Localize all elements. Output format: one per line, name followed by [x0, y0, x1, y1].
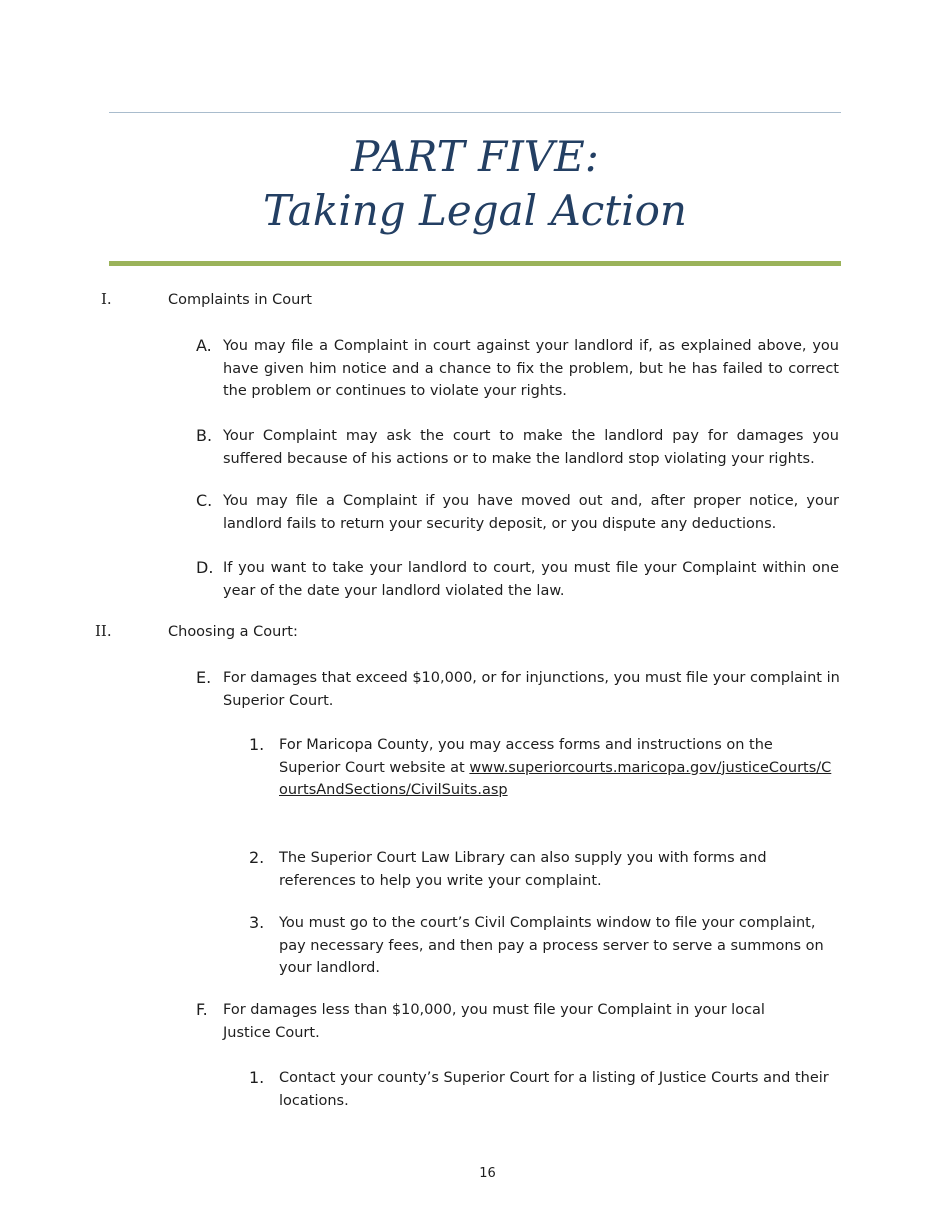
item-letter: E. — [196, 668, 212, 687]
page-number: 16 — [479, 1166, 496, 1181]
section-numeral: I. — [101, 290, 112, 308]
section-numeral: II. — [95, 622, 112, 640]
list-item: You may file a Complaint if you have moved out and, after proper notice, your landlord fails to return your security deposit, or you dispute any deductions. — [223, 493, 839, 532]
sub-list-item: Contact your county’s Superior Court for a listing of Justice Courts and their locations. — [279, 1070, 829, 1109]
section-title: Choosing a Court: — [168, 624, 298, 640]
subitem-text: For Maricopa County, you may access forms and instructions on the Superior Court website at — [279, 737, 773, 776]
item-letter: D. — [196, 558, 214, 577]
sub-list-item: The Superior Court Law Library can also supply you with forms and references to help you write your complaint. — [279, 850, 767, 889]
sub-list-item — [279, 734, 834, 802]
list-item: You may file a Complaint in court against your landlord if, as explained above, you have given him notice and a chance to fix the problem, but he has failed to correct the problem or continues to violate your rights. — [223, 338, 839, 399]
subitem-number: 3. — [249, 913, 265, 932]
list-item: If you want to take your landlord to court, you must file your Complaint within one year of the date your landlord violated the law. — [223, 560, 839, 599]
superior-court-link[interactable]: www.superiorcourts.maricopa.gov/justiceCourts/CourtsAndSections/CivilSuits.asp — [279, 759, 832, 798]
item-letter: A. — [196, 336, 212, 355]
sub-list-item: You must go to the court’s Civil Complaints window to file your complaint, pay necessary fees, and then pay a process server to serve a summons on your landlord. — [279, 915, 824, 976]
subitem-number: 1. — [249, 735, 265, 754]
subitem-number: 2. — [249, 848, 265, 867]
section-title: Complaints in Court — [168, 292, 312, 308]
title-line-2: Taking Legal Action — [263, 186, 687, 235]
title-line-1: PART FIVE: — [351, 132, 599, 181]
list-item: For damages that exceed $10,000, or for injunctions, you must file your complaint in Superior Court. — [223, 670, 840, 709]
subitem-number: 1. — [249, 1068, 265, 1087]
list-item: For damages less than $10,000, you must file your Complaint in your local Justice Court. — [223, 1002, 765, 1041]
list-item: Your Complaint may ask the court to make the landlord pay for damages you suffered because of his actions or to make the landlord stop violating your rights. — [223, 428, 839, 467]
item-letter: F. — [196, 1000, 208, 1019]
item-letter: B. — [196, 426, 213, 445]
item-letter: C. — [196, 491, 213, 510]
